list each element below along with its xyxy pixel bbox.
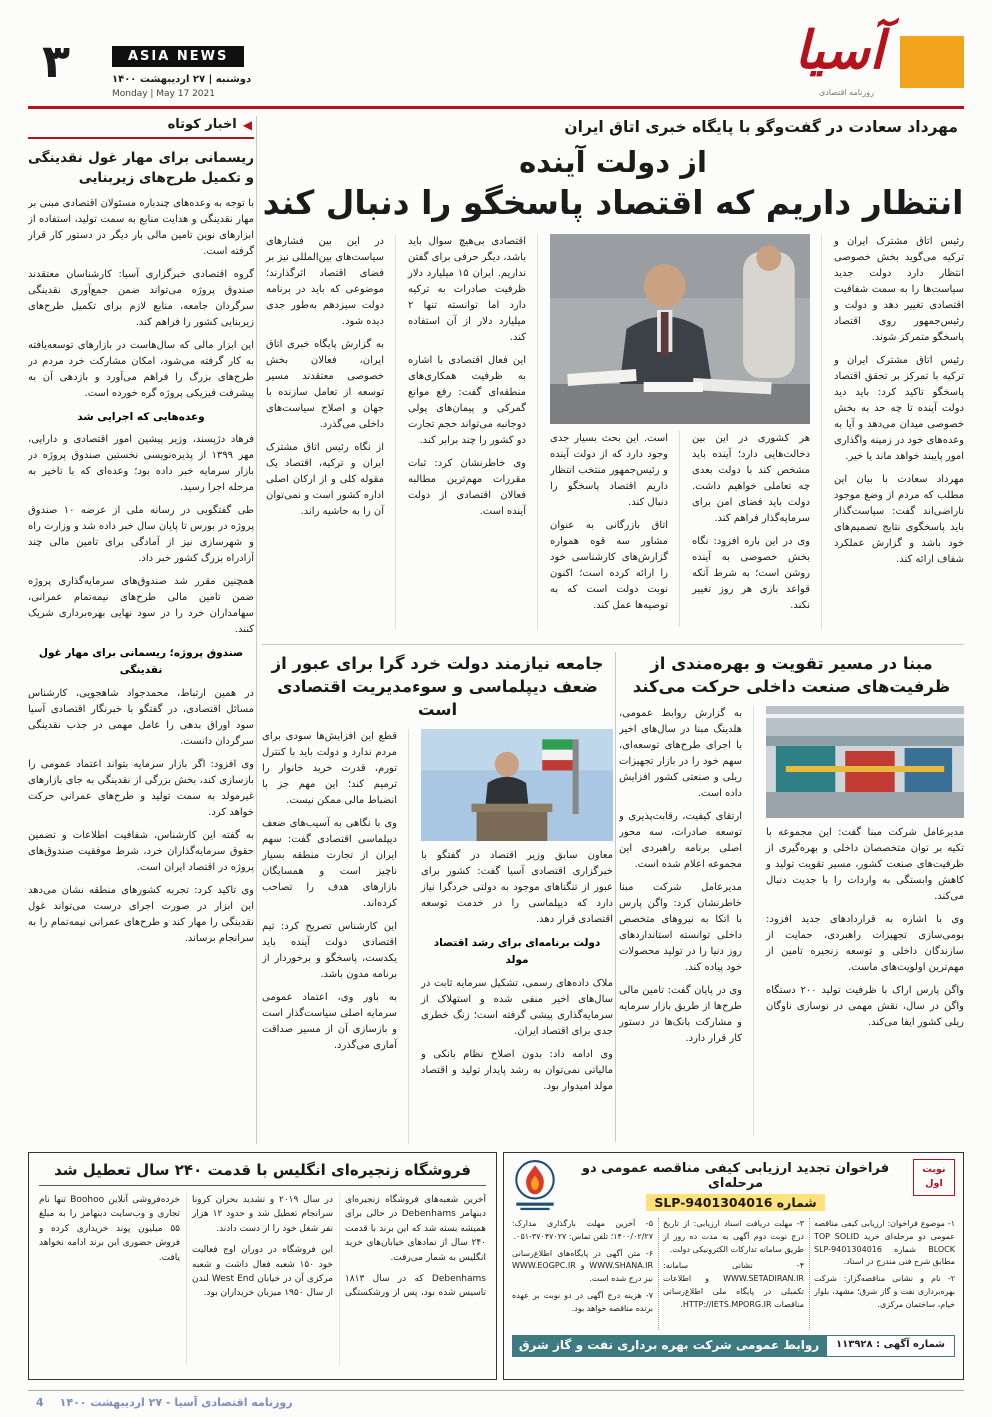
- lead-headline-1: از دولت آینده: [519, 145, 707, 179]
- lead-column-2a: [692, 431, 810, 627]
- header-rule: [28, 106, 964, 109]
- paragraph: رئیس اتاق مشترک ایران و ترکیه با تمرکز بر تحقق اقتصاد پاسخگو تاکید کرد: باید دید دولت آینده تا چه حد به بخش خصوصی میدان می‌دهد و آیا به وعده‌های خود در زمینه واگذاری امور پایبند خواهد ماند یا خیر.: [834, 354, 964, 462]
- tender-header: [512, 1159, 955, 1213]
- store-title: فروشگاه زنجیره‌ای انگلیس با قدمت ۲۴۰ سال تعطیل شد: [39, 1161, 486, 1186]
- page-footer: [36, 1396, 293, 1409]
- lead-middle-block: [550, 234, 822, 630]
- mabna-columns: [619, 706, 964, 1136]
- footer-page-number: 4: [36, 1396, 44, 1409]
- lead-column-4: [266, 234, 396, 630]
- paragraph: ارتقای کیفیت، رقابت‌پذیری و توسعه صادرات، سه محور اصلی برنامه راهبردی این مجموعه اعلام شده است.: [619, 811, 742, 871]
- paragraph: هر کشوری در این بین دخالت‌هایی دارد؛ آینده باید مشخص کند با دولت بعدی چه تعاملی خواهیم داشت. دولت باید فضای امن برای سرمایه‌گذار فراهم کند.: [692, 432, 810, 524]
- tender-item: ۲- نام و نشانی مناقصه‌گزار: شرکت بهره‌برداری نفت و گاز شرق؛ مشهد، بلوار خیام، ساختمان مرکزی.: [814, 1274, 955, 1309]
- paragraph: وی خاطرنشان کرد: ثبات مقررات مهم‌ترین مطالبه فعالان اقتصادی از دولت آینده است.: [408, 457, 526, 517]
- paragraph: این ابزار مالی که سال‌هاست در بازارهای توسعه‌یافته به کار گرفته می‌شود، امکان مشارکت خرد مردم در طرح‌های بزرگ را فراهم می‌آورد و بازدهی آن به پیشرفت فیزیکی پروژه گره خورده است.: [28, 339, 254, 399]
- lead-columns: [262, 234, 964, 630]
- mabna-title-line1: مبنا در مسیر تقویت و بهره‌مندی از: [650, 654, 933, 673]
- tender-item: ۷- هزینه درج آگهی در دو نوبت بر عهده برنده مناقصه خواهد بود.: [512, 1290, 653, 1313]
- paragraph: دولت برنامه‌ای برای رشد اقتصاد مولد: [433, 937, 601, 967]
- column-divider-main: [256, 116, 257, 1144]
- paragraph: وی با نگاهی به آسیب‌های ضعف دیپلماسی اقتصادی گفت: سهم ایران از تجارت منطقه بسیار ناچیز است و همسایگان بازارهای هدف را تصاحب کرده‌اند.: [262, 818, 397, 910]
- paragraph: از نگاه رئیس اتاق مشترک ایران و ترکیه، اقتصاد یک مقوله کلی و از ارکان اصلی اداره کشور است و نمی‌توان آن را به حاشیه راند.: [266, 441, 384, 517]
- tender-item: ۶- متن آگهی در پایگاه‌های اطلاع‌رسانی WWW.SHANA.IR و WWW.EOGPC.IR نیز درج شده است.: [512, 1248, 653, 1284]
- paragraph: به باور وی، اعتماد عمومی سرمایه اصلی سیاست‌گذار است و بازسازی آن از مسیر صداقت آماری می‌گذرد.: [262, 992, 397, 1052]
- paragraph: در همین ارتباط، محمدجواد شاهجویی، کارشناس مسائل اقتصادی، در گفتگو با خبرنگار اقتصادی آسیا سود اوراق بدهی را عامل مهمی در جذب نقدینگی سرگردان دانست.: [28, 687, 254, 747]
- short-news-title: ریسمانی برای مهار غول نقدینگی و تکمیل طرح‌های زیربنایی: [28, 150, 254, 187]
- paragraph: آخرین شعبه‌های فروشگاه زنجیره‌ای دبنهامز Debenhams در حالی برای همیشه بسته شد که این برند با قدمت ۲۴۰ سال از نمادهای خیابان‌های خرید انگلیس به شمار می‌رفت.: [345, 1195, 486, 1263]
- paragraph: صندوق پروژه؛ ریسمانی برای مهار غول نقدینگی: [38, 647, 244, 677]
- society-title-line2: ضعف دیپلماسی و سوءمدیریت اقتصادی است: [277, 677, 598, 720]
- tender-body: [512, 1218, 955, 1330]
- paragraph: وعده‌هایی که اجرایی شد: [77, 410, 205, 423]
- paragraph: فرهاد دژپسند، وزیر پیشین امور اقتصادی و دارایی، مهر ۱۳۹۹ از پذیره‌نویسی نخستین صندوق پروژه در بازار سرمایه خبر داده بود؛ وعده‌ای که با تاخیر به مرحله اجرا رسید.: [28, 434, 254, 494]
- footer-rule: [28, 1390, 964, 1391]
- paragraph: همچنین مقرر شد صندوق‌های سرمایه‌گذاری پروژه ضمن تامین مالی طرح‌های نیمه‌تمام عمرانی، سهامداران خرد را در سود نهایی بهره‌برداری شریک کنند.: [28, 576, 254, 636]
- paragraph: ملاک داده‌های رسمی، تشکیل سرمایه ثابت در سال‌های اخیر منفی شده و استهلاک از سرمایه‌گذاری پیشی گرفته است؛ زنگ خطری جدی برای اقتصاد ایران.: [421, 977, 613, 1037]
- paragraph: این کارشناس تصریح کرد: تیم اقتصادی دولت آینده باید یکدست، پاسخگو و برخوردار از برنامه مدون باشد.: [262, 921, 397, 981]
- paragraph: مدیرعامل شرکت مبنا گفت: این مجموعه با تکیه بر توان متخصصان داخلی و بهره‌گیری از ظرفیت‌های صنعت کشور، مسیر تقویت تولید و کاهش وابستگی به واردات را با جدیت دنبال می‌کند.: [766, 827, 964, 903]
- paragraph: وی با اشاره به قراردادهای جدید افزود: بومی‌سازی تجهیزات راهبردی، حمایت از سازندگان داخلی و توسعه زنجیره تامین از مهم‌ترین اولویت‌های ماست.: [766, 914, 964, 974]
- tender-footer-bar: [512, 1335, 955, 1357]
- tender-number-line: [564, 1195, 907, 1210]
- paragraph: گروه اقتصادی خبرگزاری آسیا: کارشناسان معتقدند صندوق پروژه می‌تواند ضمن جمع‌آوری نقدینگی سرگردان جامعه، منابع لازم برای تکمیل طرح‌های زیربنایی کشور را فراهم کند.: [28, 268, 254, 328]
- paragraph: به گزارش روابط عمومی، هلدینگ مبنا در سال‌های اخیر با اجرای طرح‌های توسعه‌ای، سهم خود را در بازار تجهیزات ریلی و صنعتی کشور افزایش داده است.: [619, 708, 742, 800]
- lead-headline-2: انتظار داریم که اقتصاد پاسخگو را دنبال کند: [262, 183, 964, 223]
- tender-item: ۴- نشانی سامانه: WWW.SETADIRAN.IR و اطلاعات تکمیلی در پایگاه ملی اطلاع‌رسانی مناقصات HTTP://IETS.MPORG.IR.: [663, 1261, 804, 1309]
- paragraph: واگن پارس اراک با ظرفیت تولید ۲۰۰ دستگاه واگن در سال، نقش مهمی در نوسازی ناوگان ریلی کشور ایفا می‌کند.: [766, 985, 964, 1029]
- society-text-under-photo: [421, 848, 613, 1095]
- tender-ad-box: [503, 1152, 964, 1380]
- paragraph: به گفته این کارشناس، شفافیت اطلاعات و تضمین حقوق سرمایه‌گذاران خرد، شرط موفقیت صندوق‌های پروژه در اقتصاد ایران است.: [28, 829, 254, 873]
- tender-item: ۳- مهلت دریافت اسناد ارزیابی: از تاریخ درج نوبت دوم آگهی به مدت ده روز از طریق سامانه تدارکات الکترونیکی دولت.: [663, 1219, 804, 1254]
- lead-subcolumns: [550, 431, 810, 627]
- short-news-header-label: اخبار کوتاه: [167, 117, 237, 132]
- paragraph: اتاق بازرگانی به عنوان مشاور سه قوه همواره گزارش‌های کارشناسی خود را ارائه کرده است؛ اکنون نوبت دولت است که به توصیه‌ها عمل کند.: [550, 519, 668, 611]
- tender-publisher: روابط عمومی شرکت بهره برداری نفت و گاز شرق: [512, 1335, 826, 1357]
- store-body: [39, 1193, 486, 1365]
- flame-icon: [512, 1159, 558, 1213]
- oil-company-logo: [512, 1159, 558, 1213]
- tender-titles: [564, 1159, 907, 1210]
- mabna-left-column: [619, 706, 754, 1136]
- short-news-arrow-icon: ◀: [242, 117, 252, 132]
- column-divider-mid: [615, 652, 616, 1142]
- section-divider-lead: [262, 644, 964, 645]
- lead-column-2b: [550, 431, 680, 627]
- paragraph: وی ادامه داد: بدون اصلاح نظام بانکی و مالیاتی نمی‌توان به رشد پایدار تولید و اقتصاد مولد امیدوار بود.: [421, 1048, 613, 1092]
- paragraph: قطع این افزایش‌ها سودی برای مردم ندارد و دولت باید با کنترل تورم، قدرت خرید خانوار را ترمیم کند؛ این مهم جز با انضباط مالی ممکن نیست.: [262, 731, 397, 807]
- paragraph: طی گفتگویی در رسانه ملی از عرضه ۱۰ صندوق پروژه در بورس تا پایان سال خبر داده شد و وزارت راه و شهرسازی نیز از آمادگی برای تامین مالی چند آزادراه بزرگ کشور خبر داد.: [28, 505, 254, 565]
- asia-logo-subtitle: روزنامه اقتصادی: [818, 88, 874, 97]
- lead-photo: [550, 234, 810, 424]
- paragraph: این فروشگاه در دوران اوج فعالیت خود ۱۵۰ شعبه فعال داشت و شعبه مرکزی آن در خیابان West End لندن از سال ۱۹۵۰ میزبان خریداران بود.: [192, 1245, 334, 1299]
- paragraph: در این بین فشارهای سیاست‌های بین‌المللی نیز بر فضای اقتصاد اثرگذارند؛ موضوعی که باید در برنامه دولت سیزدهم به‌طور جدی دیده شود.: [266, 235, 384, 327]
- tender-number: شماره SLP-9401304016: [646, 1194, 824, 1211]
- paragraph: رئیس اتاق مشترک ایران و ترکیه می‌گوید بخش خصوصی انتظار دارد دولت جدید سیاست‌ها را به سمت شفافیت اقتصادی تغییر دهد و دولت و رئیس‌جمهور روی اقتصاد پاسخگو متمرکز شوند.: [834, 235, 964, 343]
- society-columns: [262, 729, 613, 1144]
- paragraph: با توجه به وعده‌های چندباره مسئولان اقتصادی مبنی بر مهار نقدینگی و هدایت منابع به سمت تولید، استفاده از ابزارهای نوین تامین مالی بار دیگر در دستور کار قرار گرفته است.: [28, 197, 254, 257]
- lead-article: [262, 114, 964, 638]
- lead-column-3: [408, 234, 538, 630]
- tender-ad-number: شماره آگهی : ۱۱۳۹۲۸: [826, 1335, 955, 1357]
- page-number: ۳: [42, 34, 71, 88]
- mabna-text-under-photo: [766, 825, 964, 1031]
- paragraph: مدیرعامل شرکت مبنا خاطرنشان کرد: واگن پارس با اتکا به نیروهای متخصص داخلی توانسته استانداردهای روز دنیا را در تولید محصولات خود پیاده کند.: [619, 882, 742, 974]
- date-english: Monday | May 17 2021: [112, 89, 215, 99]
- store-article-box: [28, 1152, 497, 1380]
- paragraph: Debenhams که در سال ۱۸۱۳ تاسیس شده بود، پس از ورشکستگی در سال ۲۰۱۹ و تشدید بحران کرونا سرانجام تعطیل شد و حدود ۱۲ هزار نفر شغل خود را از دست دادند.: [192, 1195, 486, 1299]
- paragraph: وی در پایان گفت: تامین مالی طرح‌ها از طریق بازار سرمایه و مشارکت بانک‌ها در دستور کار قرار دارد.: [619, 985, 742, 1045]
- tender-item: ۱- موضوع فراخوان: ارزیابی کیفی مناقصه عمومی دو مرحله‌ای خرید TOP SOLID BLOCK شماره SLP-9401304016 مطابق شرح فنی مندرج در اسناد.: [814, 1219, 955, 1267]
- paragraph: خرده‌فروشی آنلاین Boohoo تنها نام تجاری و وب‌سایت دبنهامز را به مبلغ ۵۵ میلیون پوند خریداری کرده و فروش حضوری این برند ادامه نخواهد یافت.: [39, 1195, 180, 1263]
- short-news-header: [28, 114, 254, 139]
- asia-logo: آسیا: [794, 20, 884, 81]
- tender-title: فراخوان تجدید ارزیابی کیفی مناقصه عمومی دو مرحله‌ای: [581, 1161, 890, 1191]
- society-title-line1: جامعه نیازمند دولت خرد گرا برای عبور از: [271, 654, 604, 673]
- paragraph: معاون سابق وزیر اقتصاد در گفتگو با خبرگزاری اقتصادی آسیا گفت: کشور برای عبور از تنگناهای موجود به دولتی خردگرا نیاز دارد که دیپلماسی را در خدمت توسعه اقتصادی قرار دهد.: [421, 850, 613, 926]
- footer-title: روزنامه اقتصادی آسیا - ۲۷ اردیبهشت ۱۴۰۰: [59, 1396, 293, 1409]
- brand-box: ASIA NEWS: [112, 46, 244, 67]
- lead-kicker: مهرداد سعادت در گفت‌وگو با پایگاه خبری اتاق ایران: [564, 118, 958, 136]
- paragraph: اقتصادی بی‌هیچ سوال باید باشد، دیگر حرفی برای گفتن نداریم. ایران ۱۵ میلیارد دلار ظرفیت صادرات به ترکیه دارد اما توانسته تنها ۲ میلیارد دلار از آن استفاده کند.: [408, 235, 526, 343]
- article-society: [262, 652, 613, 1144]
- masthead-gold-block: [900, 36, 964, 88]
- paragraph: به گزارش پایگاه خبری اتاق ایران، فعالان بخش خصوصی معتقدند مسیر توسعه از تعامل سازنده با جهان و اصلاح سیاست‌های داخلی می‌گذرد.: [266, 338, 384, 430]
- tender-item: ۵- آخرین مهلت بارگذاری مدارک: ۱۴۰۰/۰۲/۲۷؛ تلفن تماس: ۳۷۰۴۷۰۲۷-۰۵۱.: [512, 1219, 653, 1241]
- paragraph: است. این بحث بسیار جدی وجود دارد که از دولت آینده و رئیس‌جمهور منتخب انتظار داریم اقتصاد پاسخگو را دنبال کند.: [550, 432, 668, 508]
- mabna-title-line2: ظرفیت‌های صنعت داخلی حرکت می‌کند: [632, 677, 951, 697]
- factory-photo: [766, 706, 964, 818]
- paragraph: وی افزود: اگر بازار سرمایه بتواند اعتماد عمومی را بازسازی کند، بخش بزرگی از نقدینگی به جای بازارهای غیرمولد به سمت تولید و طرح‌های عمرانی حرکت خواهد کرد.: [28, 758, 254, 818]
- society-right-column: [421, 729, 613, 1144]
- paragraph: مهرداد سعادت با بیان این مطلب که مردم از وضع موجود ناراضی‌اند گفت: سیاست‌گذار باید پاسخگوی نتایج تصمیم‌های خود باشد و گزارش عملکرد شفاف ارائه کند.: [834, 473, 964, 565]
- tender-slot-badge: نوبت اول: [913, 1159, 955, 1196]
- mabna-title: [619, 652, 964, 698]
- paragraph: وی تاکید کرد: تجربه کشورهای منطقه نشان می‌دهد این ابزار در صورت اجرای درست می‌تواند غول نقدینگی را مهار کند و طرح‌های عمرانی نیمه‌تمام را به سرانجام برساند.: [28, 884, 254, 944]
- mabna-right-column: [766, 706, 964, 1136]
- lead-photo-image: [550, 234, 810, 424]
- lead-column-1: [834, 234, 964, 630]
- society-left-column: [262, 729, 409, 1144]
- short-news-section: [28, 114, 254, 1146]
- date-persian: دوشنبه | ۲۷ اردیبهشت ۱۴۰۰: [112, 74, 252, 85]
- factory-photo-image: [766, 706, 964, 818]
- short-news-body: [28, 196, 254, 1142]
- article-mabna: [619, 652, 964, 1144]
- society-title: [262, 652, 613, 721]
- paragraph: وی در این باره افزود: نگاه بخش خصوصی به آینده روشن است؛ به شرط آنکه قواعد بازی هر روز تغییر نکند.: [692, 535, 810, 611]
- paragraph: این فعال اقتصادی با اشاره به ظرفیت همکاری‌های منطقه‌ای گفت: رفع موانع گمرکی و پیمان‌های پولی دوجانبه می‌تواند حجم تجارت دو کشور را چند برابر کند.: [408, 354, 526, 446]
- podium-photo: [421, 729, 613, 841]
- podium-photo-image: [421, 729, 613, 841]
